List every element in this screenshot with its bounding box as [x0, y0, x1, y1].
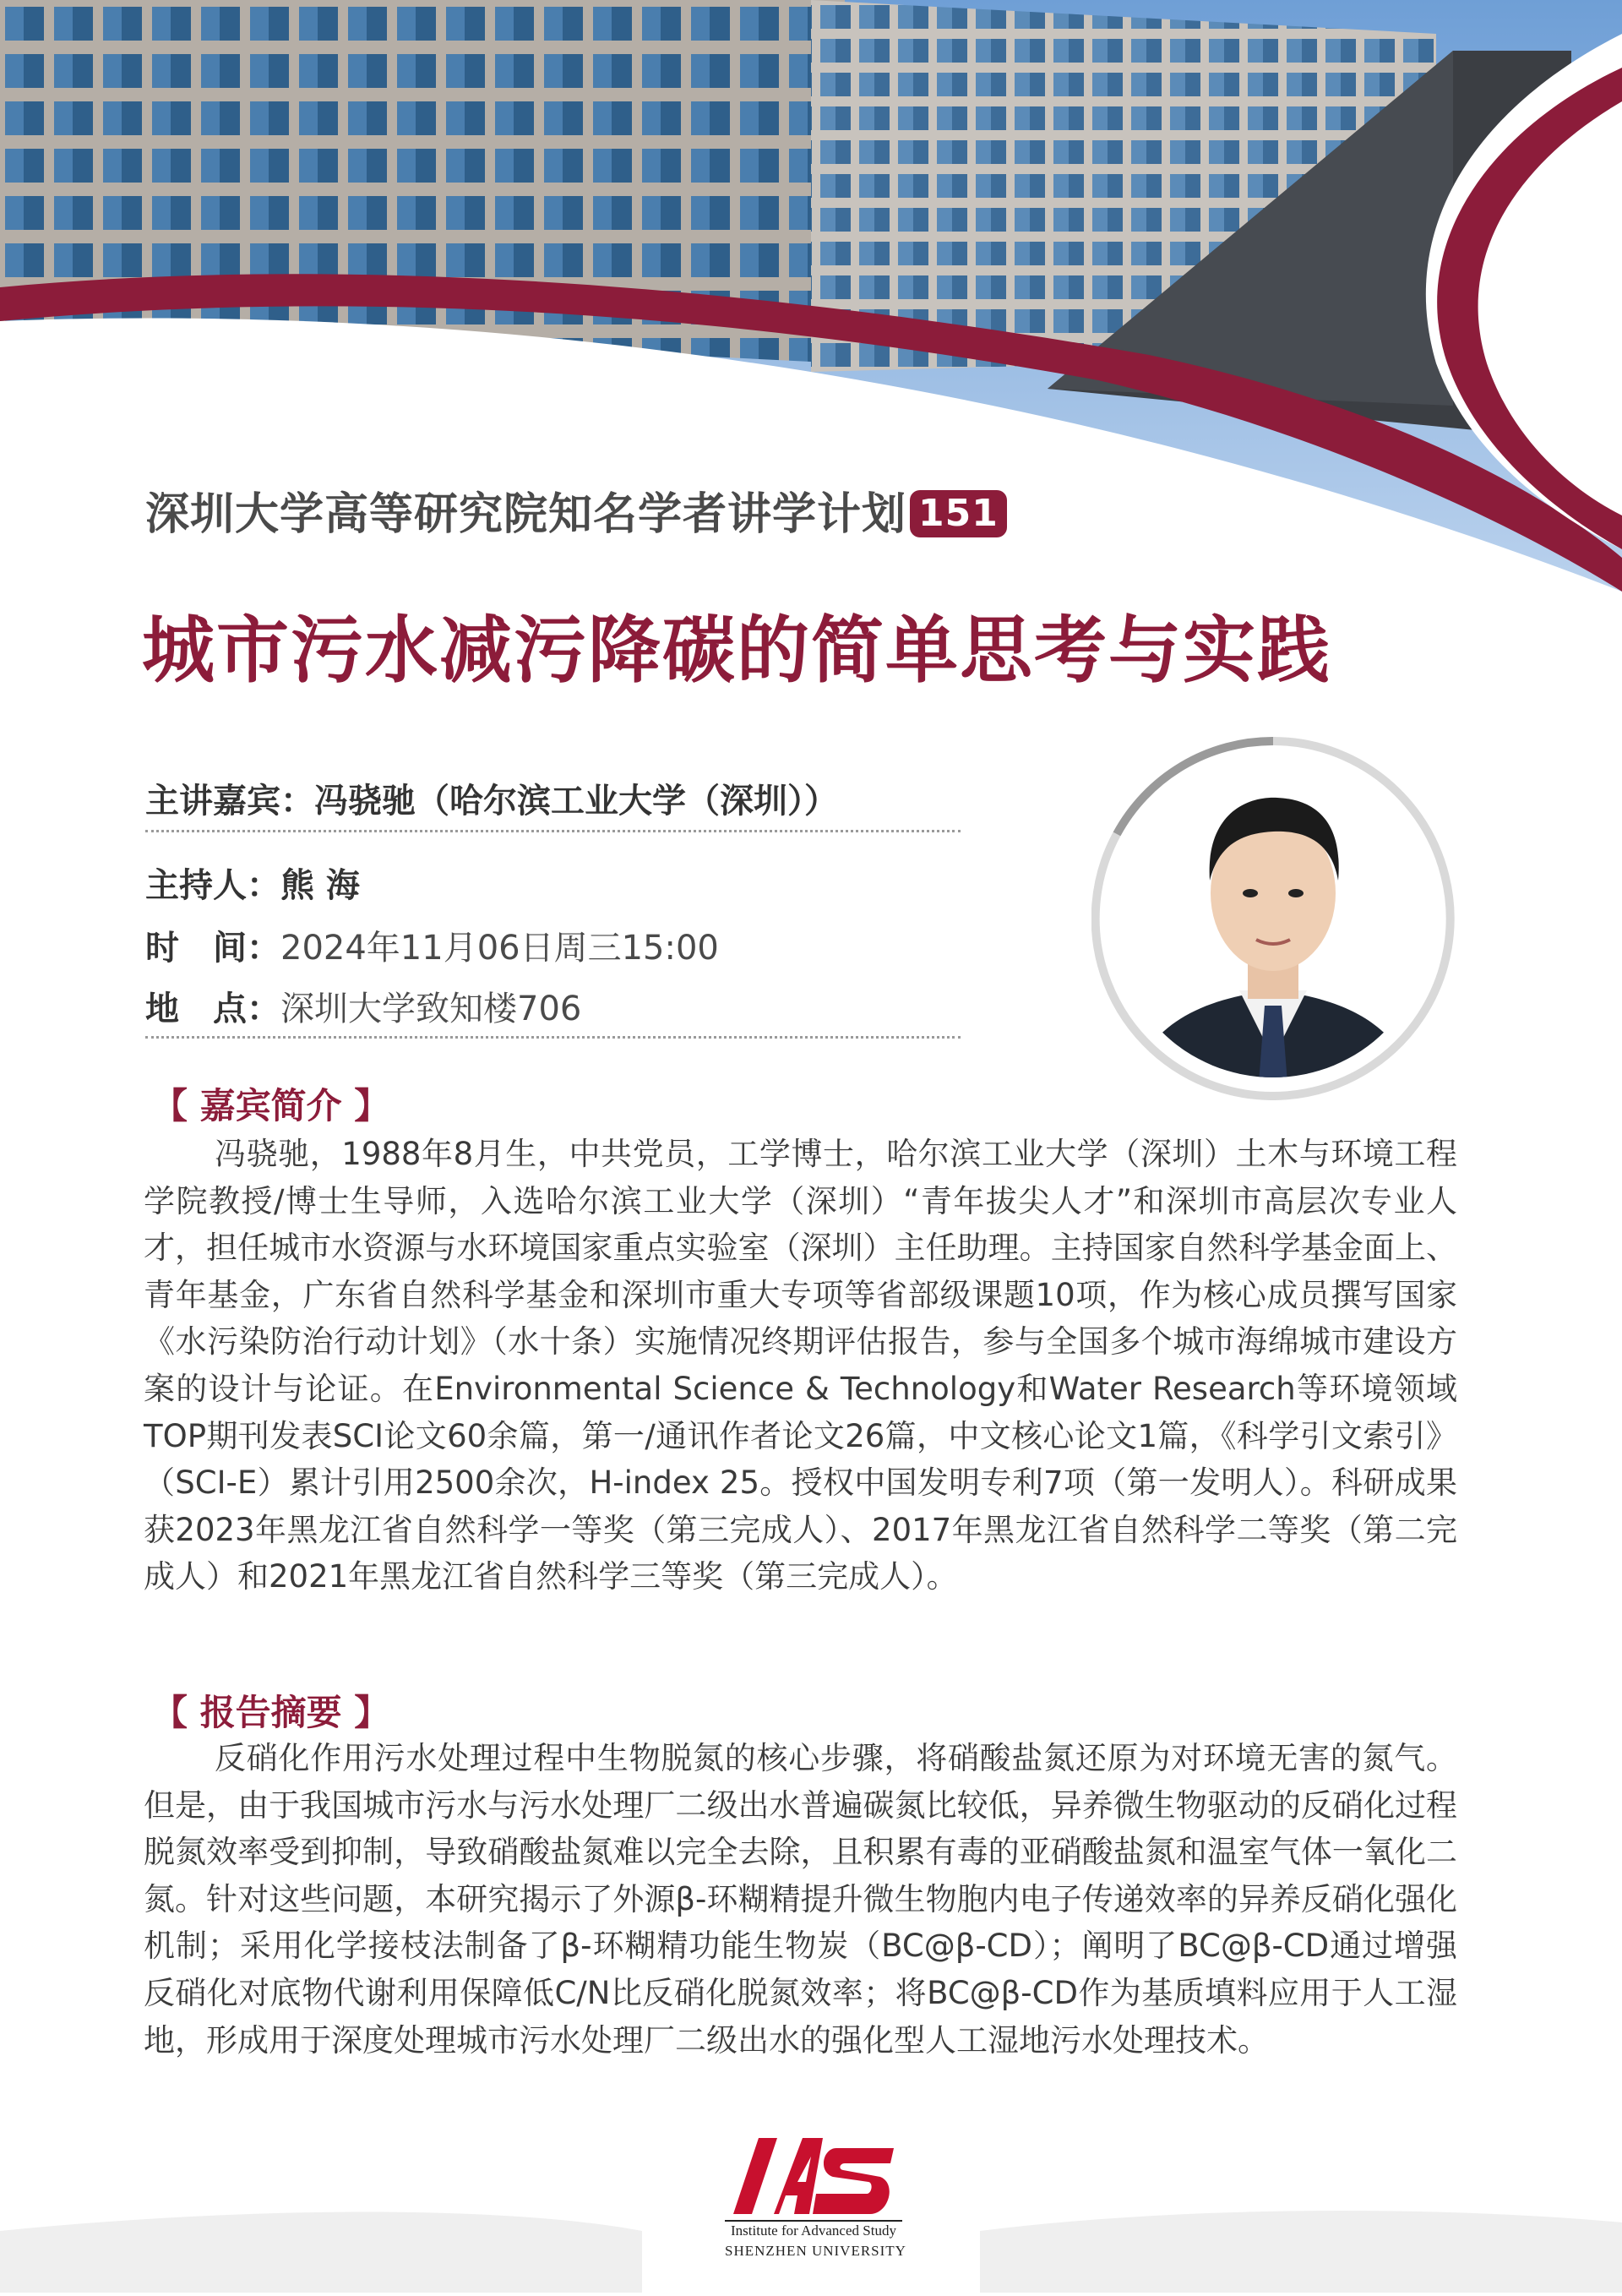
speaker-portrait [1091, 737, 1455, 1100]
abstract-heading: 【 报告摘要 】 [152, 1692, 390, 1733]
logo-caption-university: SHENZHEN UNIVERSITY [725, 2243, 906, 2259]
bio-heading: 【 嘉宾简介 】 [152, 1085, 390, 1126]
speaker-value: 冯骁驰（哈尔滨工业大学（深圳）） [314, 782, 838, 821]
host-row [145, 859, 360, 907]
speaker-row [145, 774, 838, 822]
lecture-series-label: 深圳大学高等研究院知名学者讲学计划 151 [145, 478, 1007, 542]
place-row [145, 982, 581, 1030]
time-label: 时 间： [145, 929, 280, 968]
time-row [145, 921, 719, 969]
page-title: 城市污水减污降碳的简单思考与实践 [142, 608, 1331, 693]
series-number-badge: 151 [910, 490, 1007, 537]
speaker-label: 主讲嘉宾： [145, 782, 314, 821]
logo-caption: Institute for Advanced Study [731, 2222, 896, 2239]
abstract-text: 反硝化作用污水处理过程中生物脱氮的核心步骤，将硝酸盐氮还原为对环境无害的氮气。但是，由于我国城市污水与污水处理厂二级出水普遍碳氮比较低，异养微生物驱动的反硝化过程脱氮效率受到抑制，导致硝酸盐氮难以完全去除，且积累有毒的亚硝酸盐氮和温室气体一氧化二氮。针对这些问题，本研究揭示了外源β-环糊精提升微生物胞内电子传递效率的异养反硝化强化机制；采用化学接枝法制备了β-环糊精功能生物炭（BC@β-CD）；阐明了BC@β-CD通过增强反硝化对底物代谢利用保障低C/N比反硝化脱氮效率；将BC@β-CD作为基质填料应用于人工湿地，形成用于深度处理城市污水处理厂二级出水的强化型人工湿地污水处理技术。 [144, 1740, 1457, 2059]
divider [145, 1036, 961, 1039]
host-value: 熊 海 [280, 866, 360, 905]
place-label: 地 点： [145, 990, 280, 1028]
place-value: 深圳大学致知楼706 [280, 990, 582, 1028]
host-label: 主持人： [145, 866, 280, 905]
time-value: 2024年11月06日周三15:00 [280, 929, 719, 968]
divider [145, 830, 961, 832]
bio-text: 冯骁驰，1988年8月生，中共党员，工学博士，哈尔滨工业大学（深圳）土木与环境工程学院教授/博士生导师，入选哈尔滨工业大学（深圳）“青年拔尖人才”和深圳市高层次专业人才，担任城市水资源与水环境国家重点实验室（深圳）主任助理。主持国家自然科学基金面上、青年基金，广东省自然科学基金和深圳市重大专项等省部级课题10项，作为核心成员撰写国家《水污染防治行动计划》（水十条）实施情况终期评估报告，参与全国多个城市海绵城市建设方案的设计与论证。在Environmental Science & Technology和Water Research等环境领域TOP期刊发表SCI论文60余篇，第一/通讯作者论文26篇，中文核心论文1篇，《科学引文索引》（SCI-E）累计引用2500余次，H-index 25。授权中国发明专利7项（第一发明人）。科研成果获2023年黑龙江省自然科学一等奖（第三完成人）、2017年黑龙江省自然科学二等奖（第二完成人）和2021年黑龙江省自然科学三等奖（第三完成人）。 [144, 1136, 1457, 1595]
